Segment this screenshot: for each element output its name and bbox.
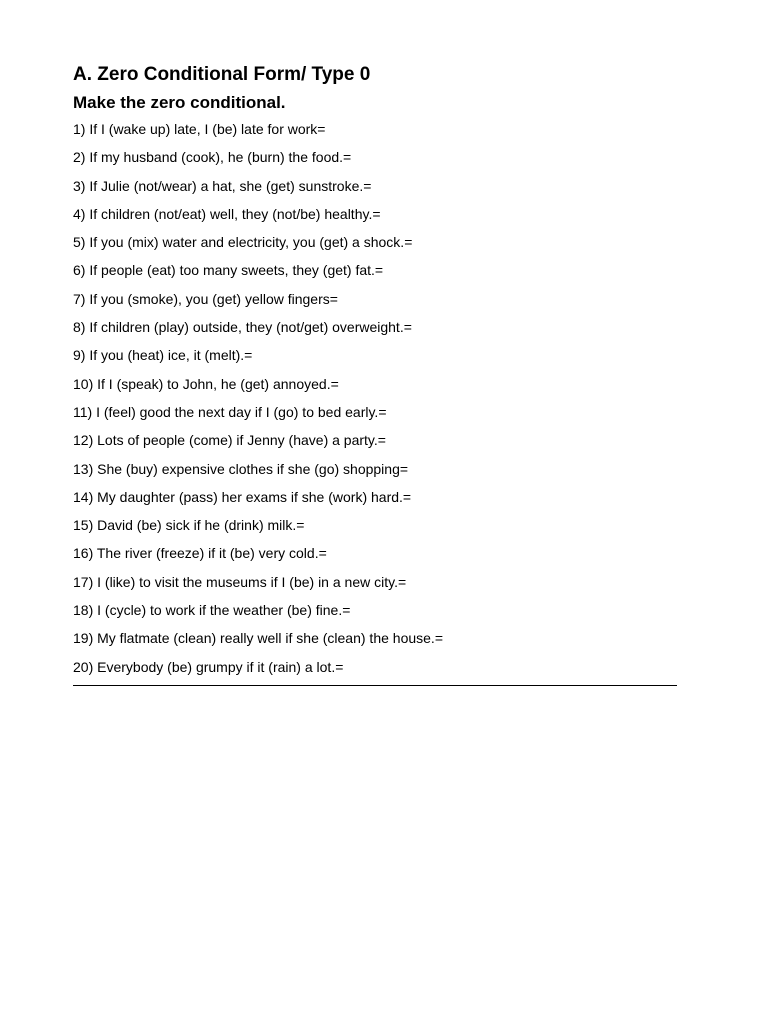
exercise-item: 17) I (like) to visit the museums if I (be) in a new city.=: [73, 573, 407, 590]
exercise-item: 2) If my husband (cook), he (burn) the food.=: [73, 149, 352, 166]
exercise-item: 16) The river (freeze) if it (be) very cold.=: [73, 545, 327, 562]
exercise-item: 12) Lots of people (come) if Jenny (have) a party.=: [73, 432, 386, 449]
exercise-item: 19) My flatmate (clean) really well if she (clean) the house.=: [73, 630, 443, 647]
exercise-item: 3) If Julie (not/wear) a hat, she (get) sunstroke.=: [73, 177, 372, 194]
exercise-instruction: Make the zero conditional.: [73, 93, 286, 112]
exercise-item: 4) If children (not/eat) well, they (not/be) healthy.=: [73, 205, 381, 222]
exercise-item: 11) I (feel) good the next day if I (go) to bed early.=: [73, 403, 387, 420]
exercise-item: 6) If people (eat) too many sweets, they (get) fat.=: [73, 262, 384, 279]
exercise-item: 5) If you (mix) water and electricity, you (get) a shock.=: [73, 234, 413, 251]
section-heading: A. Zero Conditional Form/ Type 0: [73, 64, 371, 85]
exercise-item: 20) Everybody (be) grumpy if it (rain) a lot.=: [73, 658, 344, 675]
exercise-item: 14) My daughter (pass) her exams if she (work) hard.=: [73, 488, 412, 505]
exercise-item: 1) If I (wake up) late, I (be) late for work=: [73, 121, 326, 137]
exercise-item: 15) David (be) sick if he (drink) milk.=: [73, 517, 305, 534]
exercise-item: 18) I (cycle) to work if the weather (be) fine.=: [73, 602, 351, 619]
exercise-list: [73, 115, 677, 681]
worksheet-page: [73, 62, 677, 686]
exercise-item: 8) If children (play) outside, they (not/get) overweight.=: [73, 319, 412, 336]
exercise-item: 10) If I (speak) to John, he (get) annoyed.=: [73, 375, 339, 392]
answer-divider-line: [73, 685, 677, 686]
exercise-item: 13) She (buy) expensive clothes if she (go) shopping=: [73, 460, 409, 477]
exercise-item: 7) If you (smoke), you (get) yellow fingers=: [73, 290, 338, 307]
exercise-item: 9) If you (heat) ice, it (melt).=: [73, 347, 253, 364]
